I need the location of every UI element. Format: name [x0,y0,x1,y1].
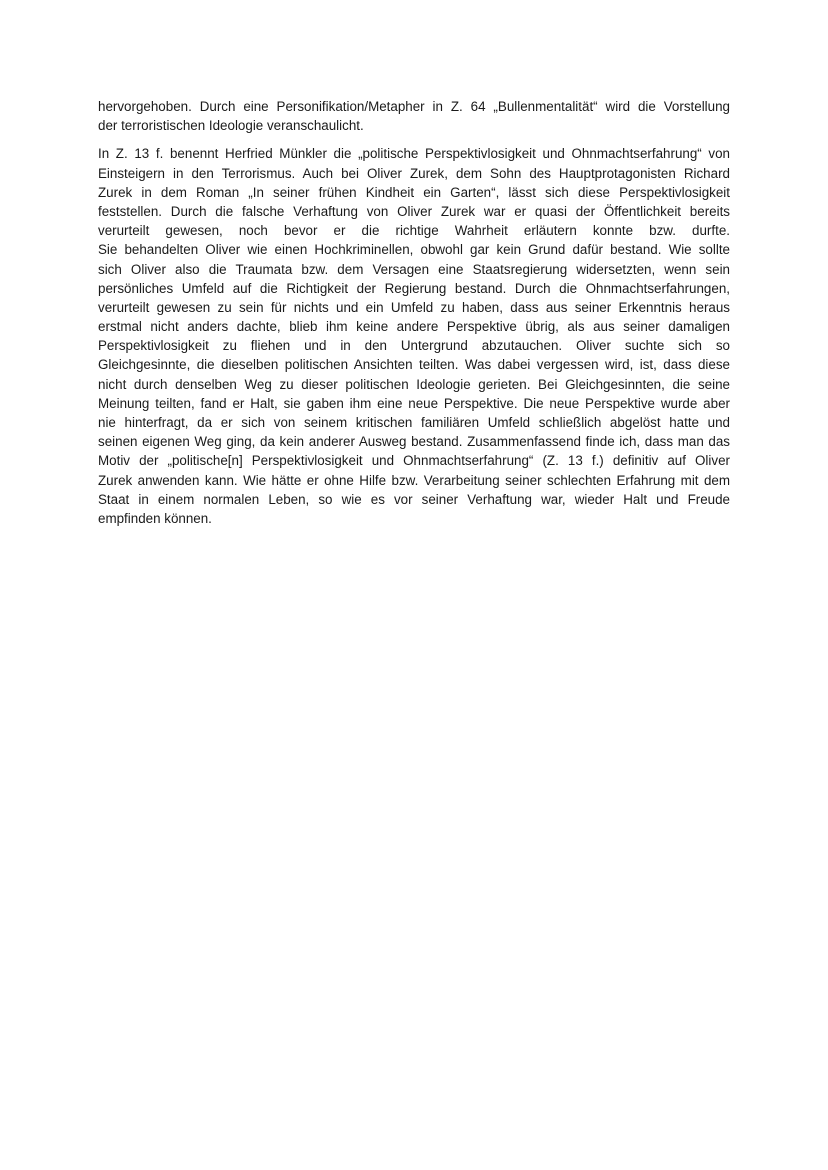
text-line: Zurek in dem Roman „In seiner frühen Kindheit ein Garten“, lässt sich diese Perspektivlosigkeit [98,184,730,200]
text-line: Motiv der „politische[n] Perspektivlosigkeit und Ohnmachtserfahrung“ (Z. 13 f.) definitiv auf Oliver [98,453,730,469]
paragraph-2 [98,144,730,528]
text-line: hervorgehoben. Durch eine Personifikation/Metapher in Z. 64 „Bullenmentalität“ wird die Vorstellung [98,99,730,114]
text-line: Zurek anwenden kann. Wie hätte er ohne Hilfe bzw. Verarbeitung seiner schlechten Erfahrung mit dem [98,472,730,488]
text-line: sich Oliver also die Traumata bzw. dem Versagen eine Staatsregierung widersetzten, wenn sein [98,261,730,277]
text-line: nie hinterfragt, da er sich von seinem kritischen familiären Umfeld schließlich abgelöst hatte und [98,415,730,430]
text-line: Einsteigern in den Terrorismus. Auch bei Oliver Zurek, dem Sohn des Hauptprotagonisten Richard [98,165,730,181]
text-line: feststellen. Durch die falsche Verhaftung von Oliver Zurek war er quasi der Öffentlichkeit bereits [98,203,730,219]
text-line: verurteilt gewesen zu sein für nichts und ein Umfeld zu haben, dass aus seiner Erkenntnis heraus [98,299,730,315]
text-line: seinen eigenen Weg ging, da kein anderer Ausweg bestand. Zusammenfassend finde ich, dass man das [98,434,730,450]
text-line: verurteilt gewesen, noch bevor er die richtige Wahrheit erläutern konnte bzw. durfte. [98,223,730,239]
document-body [98,97,730,528]
text-line: nicht durch denselben Weg zu dieser politischen Ideologie gerieten. Bei Gleichgesinnten, die seine [98,376,730,392]
paragraph-1 [98,97,730,135]
text-line: Meinung teilten, fand er Halt, sie gaben ihm eine neue Perspektive. Die neue Perspektive wurde aber [98,395,730,411]
text-line: Sie behandelten Oliver wie einen Hochkriminellen, obwohl gar kein Grund dafür bestand. Wie sollte [98,242,730,258]
text-line: Perspektivlosigkeit zu fliehen und in den Untergrund abzutauchen. Oliver suchte sich so [98,338,730,354]
text-line: empfinden können. [98,510,212,526]
text-line: Staat in einem normalen Leben, so wie es vor seiner Verhaftung war, wieder Halt und Freude [98,491,730,507]
text-line: persönliches Umfeld auf die Richtigkeit der Regierung bestand. Durch die Ohnmachtserfahrungen, [98,280,730,296]
paragraph-spacer [98,135,730,144]
text-line: erstmal nicht anders dachte, blieb ihm keine andere Perspektive übrig, als aus seiner damaligen [98,319,730,335]
text-line: der terroristischen Ideologie veranschaulicht. [98,118,364,134]
text-line: Gleichgesinnte, die dieselben politischen Ansichten teilten. Was dabei vergessen wird, ist, dass diese [98,357,730,373]
text-line: In Z. 13 f. benennt Herfried Münkler die „politische Perspektivlosigkeit und Ohnmachtserfahrung“ von [98,146,730,162]
